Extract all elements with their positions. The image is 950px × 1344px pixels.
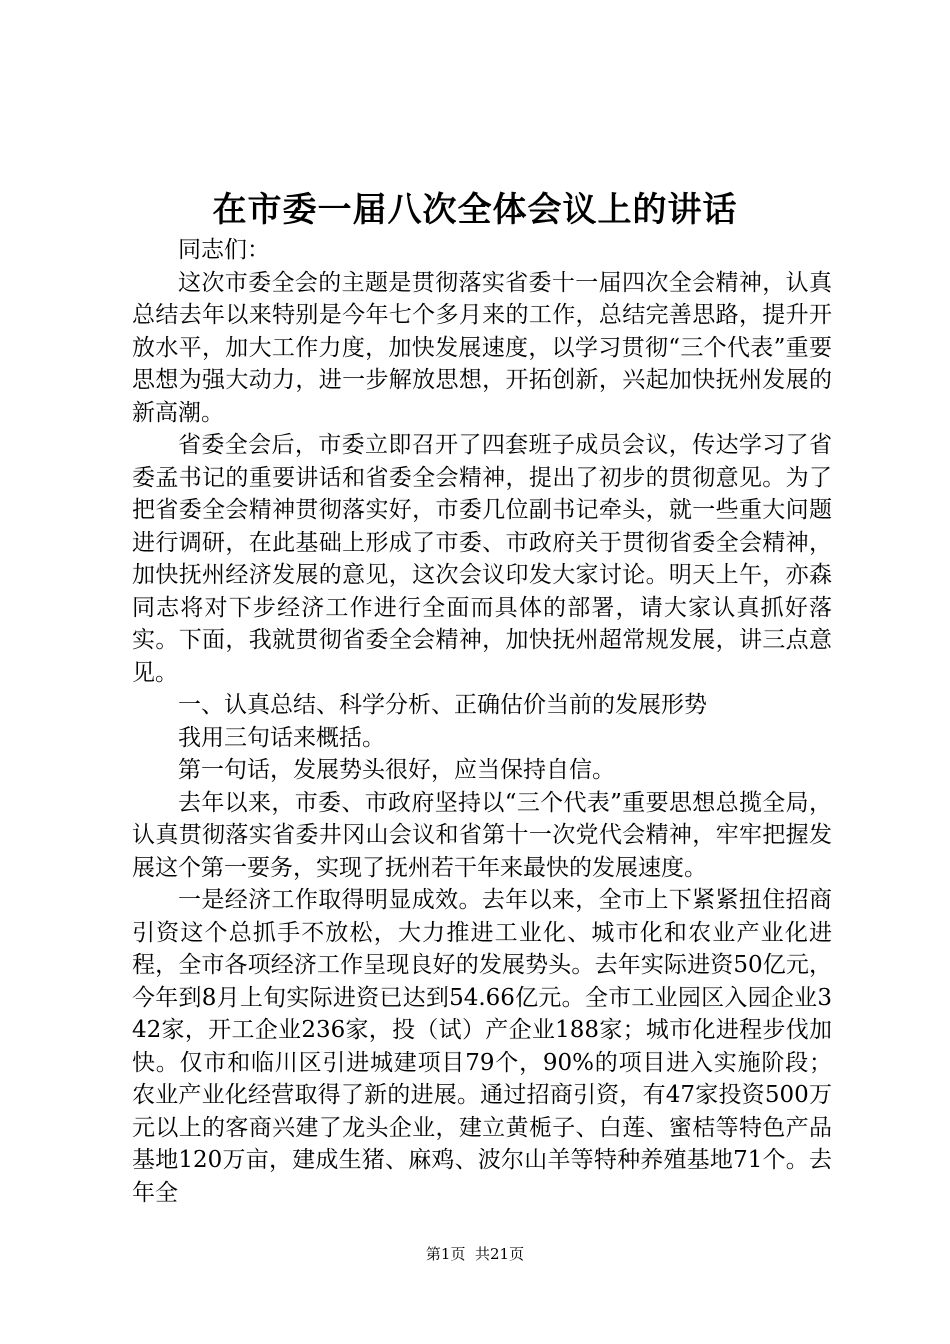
- document-body: [132, 234, 832, 1209]
- paragraph: 第一句话，发展势头很好，应当保持自信。: [178, 757, 615, 783]
- paragraph: 省委全会后，市委立即召开了四套班子成员会议，传达学习了省委孟书记的重要讲话和省委全会精神，提出了初步的贯彻意见。为了把省委全会精神贯彻落实好，市委几位副书记牵头，就一些重大问题进行调研，在此基础上形成了市委、市政府关于贯彻省委全会精神，加快抚州经济发展的意见，这次会议印发大家讨论。明天上午，亦森同志将对下步经济工作进行全面而具体的部署，请大家认真抓好落实。下面，我就贯彻省委全会精神，加快抚州超常规发展，讲三点意见。: [132, 432, 832, 686]
- page-number-footer: 第1页 共21页: [425, 1245, 525, 1263]
- paragraph: 一是经济工作取得明显成效。去年以来，全市上下紧紧扭住招商引资这个总抓手不放松，大力推进工业化、城市化和农业产业化进程，全市各项经济工作呈现良好的发展势头。去年实际进资50亿元，今年到8月上旬实际进资已达到54.66亿元。全市工业园区入园企业342家，开工企业236家，投（试）产企业188家；城市化进程步伐加快。仅市和临川区引进城建项目79个，90%的项目进入实施阶段；农业产业化经营取得了新的进展。通过招商引资，有47家投资500万元以上的客商兴建了龙头企业，建立黄栀子、白莲、蜜桔等特色产品基地120万亩，建成生猪、麻鸡、波尔山羊等特种养殖基地71个。去年全: [132, 887, 832, 1206]
- paragraph: 去年以来，市委、市政府坚持以“三个代表”重要思想总揽全局，认真贯彻落实省委井冈山会议和省第十一次党代会精神，牢牢把握发展这个第一要务，实现了抚州若干年来最快的发展速度。: [132, 789, 832, 881]
- salutation: 同志们：: [178, 237, 270, 263]
- document-title: 在市委一届八次全体会议上的讲话: [212, 190, 738, 230]
- section-heading: 一、认真总结、科学分析、正确估价当前的发展形势: [178, 692, 707, 718]
- paragraph: 我用三句话来概括。: [178, 724, 385, 751]
- paragraph: 这次市委全会的主题是贯彻落实省委十一届四次全会精神，认真总结去年以来特别是今年七个多月来的工作，总结完善思路，提升开放水平，加大工作力度，加快发展速度，以学习贯彻“三个代表”重要思想为强大动力，进一步解放思想，开拓创新，兴起加快抚州发展的新高潮。: [132, 269, 832, 426]
